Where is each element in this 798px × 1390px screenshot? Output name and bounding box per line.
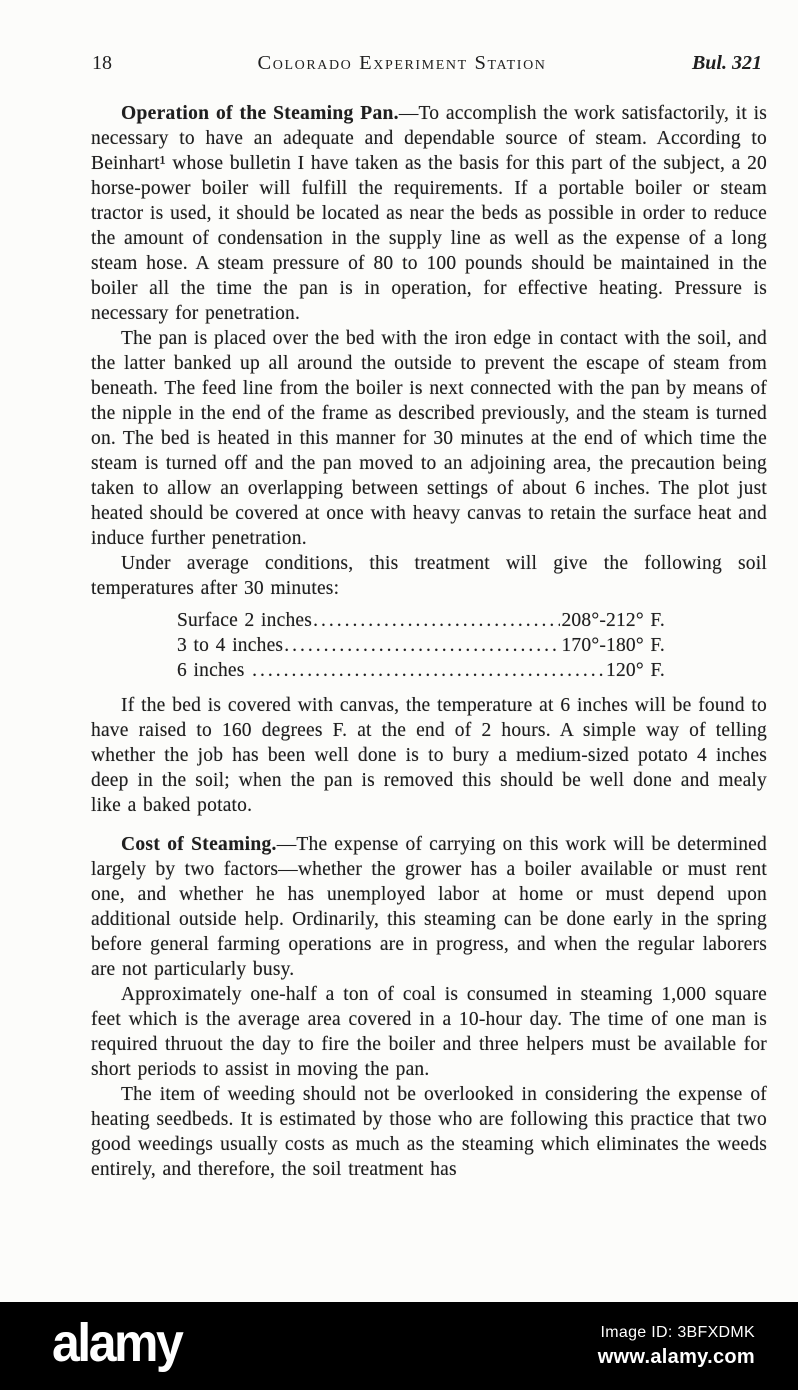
alamy-website-url: www.alamy.com — [597, 1345, 755, 1368]
temperature-value: 120° F. — [606, 660, 665, 681]
paragraph-text: The pan is placed over the bed with the iron edge in contact with the soil, and the latter banked up all around the outside to prevent the escape of steam from beneath. The feed line from the boiler is next connected with the pan by means of the nipple in the end of the frame as described previously, and the steam is turned on. The bed is heated in this manner for 30 minutes at the end of which time the steam is turned off and the pan moved to an adjoining area, the precaution being taken to allow an overlapping between settings of about 6 inches. The plot just heated should be covered at once with heavy canvas to retain the surface heat and induce further penetration. — [91, 328, 767, 549]
temperature-value: 170°-180° F. — [561, 635, 665, 656]
paragraph-text: The item of weeding should not be overlooked in considering the expense of heating seedbeds. It is estimated by those who are following this practice that two good weedings usually costs as much as the steaming which eliminates the weeds entirely, and therefore, the soil treatment has — [91, 1084, 767, 1180]
alamy-watermark-bar — [0, 1302, 798, 1390]
paragraph-text: —The expense of carrying on this work will be determined largely by two factors—whether the grower has a boiler available or must rent one, and whether he has unemployed labor at home or must depend upon additional outside help. Ordinarily, this steaming can be done early in the spring before general farming operations are in progress, and when the regular laborers are not particularly busy. — [91, 834, 767, 980]
temperature-row — [177, 658, 665, 683]
section-heading-cost: Cost of Steaming. — [121, 834, 277, 855]
paragraph-text: —To accomplish the work satisfactorily, it is necessary to have an adequate and dependable source of steam. According to Beinhart¹ whose bulletin I have taken as the basis for this part of the subject, a 20 horse-power boiler will fulfill the requirements. If a portable boiler or steam tractor is used, it should be located as near the beds as possible in order to reduce the amount of condensation in the supply line as well as the expense of a long steam hose. A steam pressure of 80 to 100 pounds should be maintained in the boiler all the time the pan is in operation, for effective heating. Pressure is necessary for penetration. — [91, 103, 767, 324]
page-body — [91, 101, 767, 1182]
dot-leader — [284, 633, 560, 658]
temperature-list — [177, 608, 665, 683]
paragraph-text: Approximately one-half a ton of coal is consumed in steaming 1,000 square feet which is the average area covered in a 10-hour day. The time of one man is required thruout the day to fire the boiler and three helpers must be available for short periods to assist in moving the pan. — [91, 984, 767, 1080]
dot-leader — [252, 658, 605, 683]
paragraph-text: Under average conditions, this treatment will give the following soil temperatures after 30 minutes: — [91, 553, 767, 599]
page-header — [92, 52, 762, 75]
alamy-logo: alamy — [52, 1311, 182, 1373]
alamy-meta — [598, 1324, 755, 1369]
paragraph-operation-of-steaming-pan — [91, 101, 767, 326]
temperature-row — [177, 633, 665, 658]
paragraph-pan-placement — [91, 326, 767, 551]
depth-label: 3 to 4 inches — [177, 635, 284, 656]
depth-label: Surface 2 inches — [177, 610, 313, 631]
journal-title: Colorado Experiment Station — [257, 52, 547, 74]
paragraph-coal-consumption — [91, 982, 767, 1082]
section-heading-operation: Operation of the Steaming Pan. — [121, 103, 399, 124]
paragraph-average-conditions — [91, 551, 767, 601]
depth-label: 6 inches — [177, 660, 252, 681]
image-id-label: Image ID: 3BFXDMK — [600, 1323, 755, 1341]
dot-leader — [313, 608, 560, 633]
paragraph-cost-of-steaming — [91, 832, 767, 982]
temperature-value: 208°-212° F. — [561, 610, 665, 631]
page-number: 18 — [92, 52, 112, 74]
paragraph-canvas-cover — [91, 693, 767, 818]
paragraph-weeding — [91, 1082, 767, 1182]
bulletin-number: Bul. 321 — [691, 52, 762, 74]
paragraph-text: If the bed is covered with canvas, the temperature at 6 inches will be found to have raised to 160 degrees F. at the end of 2 hours. A simple way of telling whether the job has been well done is to bury a medium-sized potato 4 inches deep in the soil; when the pan is removed this should be well done and mealy like a baked potato. — [91, 695, 767, 816]
temperature-row — [177, 608, 665, 633]
